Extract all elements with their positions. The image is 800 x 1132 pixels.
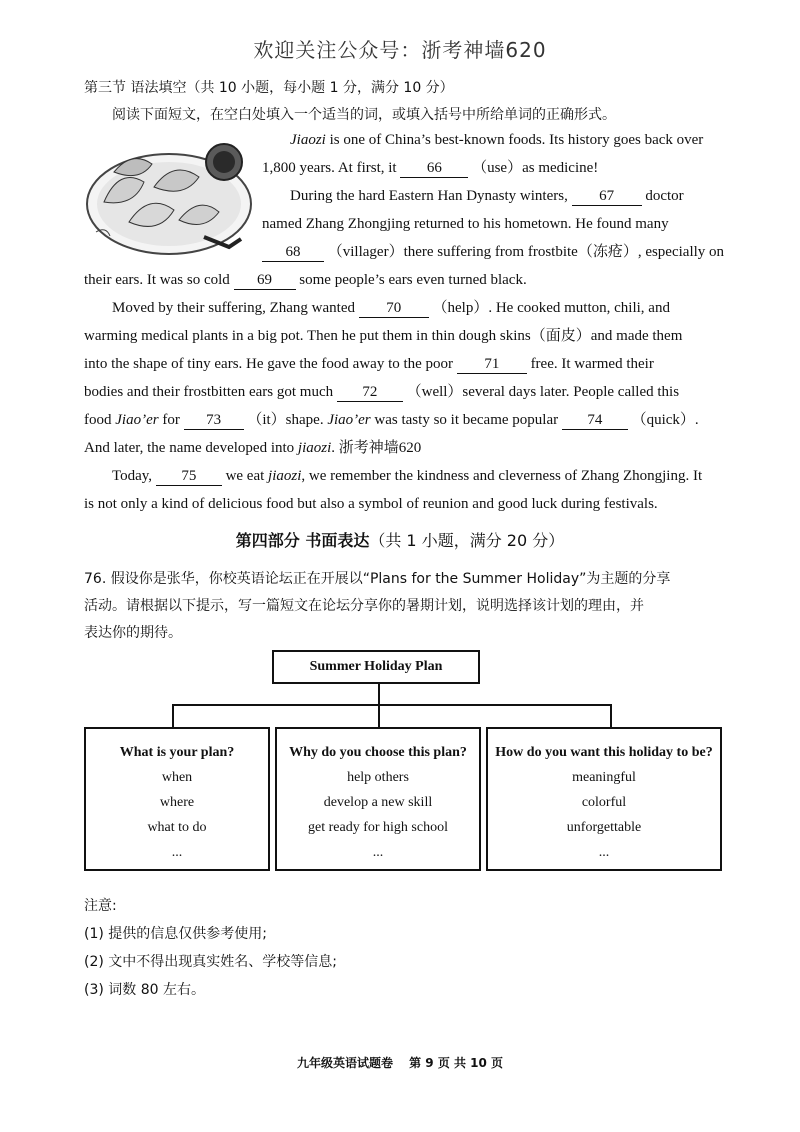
plan-box-item: when bbox=[161, 770, 193, 785]
watermark: 欢迎关注公众号：浙考神墙620 bbox=[253, 38, 547, 62]
plan-diagram bbox=[0, 648, 800, 878]
passage-line-3: During the hard Eastern Han Dynasty winters, 67 doctor bbox=[290, 188, 684, 204]
blank-70: 70 bbox=[359, 299, 429, 318]
diagram-top-box: Summer Holiday Plan bbox=[272, 650, 480, 684]
passage-line-9: into the shape of tiny ears. He gave the food away to the poor 71 free. It warmed their bbox=[84, 356, 654, 372]
blank-69: 69 bbox=[234, 271, 296, 290]
blank-73: 73 bbox=[184, 411, 244, 430]
passage-line-1: Jiaozi is one of China’s best-known foods. Its history goes back over bbox=[290, 132, 704, 148]
plan-box bbox=[84, 727, 270, 871]
note-2: (2) 文中不得出现真实姓名、学校等信息; bbox=[84, 954, 337, 970]
connector-left bbox=[172, 704, 174, 727]
page-footer: 九年级英语试题卷 第 9 页 共 10 页 bbox=[296, 1056, 504, 1070]
connector-vertical bbox=[378, 684, 380, 704]
expectation-box-item: meaningful bbox=[572, 770, 636, 785]
question-76-line-1: 76. 假设你是张华，你校英语论坛正在开展以“Plans for the Summer Holiday”为主题的分享 bbox=[84, 571, 671, 587]
plan-box-item: ... bbox=[171, 845, 183, 860]
plan-box-item: where bbox=[159, 795, 195, 810]
expectation-box-item: unforgettable bbox=[566, 820, 642, 835]
passage-line-14: is not only a kind of delicious food but also a symbol of reunion and good luck during festivals. bbox=[84, 496, 658, 512]
reason-box-item: develop a new skill bbox=[323, 795, 433, 810]
passage-line-11: food Jiao’er for 73 （it）shape. Jiao’er was tasty so it became popular 74 （quick）. bbox=[84, 412, 699, 428]
note-1: (1) 提供的信息仅供参考使用; bbox=[84, 926, 267, 942]
connector-horizontal bbox=[172, 704, 612, 706]
connector-middle bbox=[378, 704, 380, 727]
passage-line-2: 1,800 years. At first, it 66 （use）as medicine! bbox=[262, 160, 599, 176]
passage-line-5: 68 （villager）there suffering from frostbite（冻疮）, especially on bbox=[262, 238, 724, 266]
section3-title: 第三节 语法填空（共 10 小题，每小题 1 分，满分 10 分） bbox=[84, 80, 454, 96]
part4-title: 第四部分 书面表达（共 1 小题，满分 20 分） bbox=[235, 531, 565, 550]
blank-67: 67 bbox=[572, 187, 642, 206]
question-76-line-2: 活动。请根据以下提示，写一篇短文在论坛分享你的暑期计划，说明选择该计划的理由，并 bbox=[84, 598, 644, 614]
connector-right bbox=[610, 704, 612, 727]
expectation-box-item: ... bbox=[598, 845, 610, 860]
note-3: (3) 词数 80 左右。 bbox=[84, 982, 205, 998]
plan-box-item: what to do bbox=[147, 820, 207, 835]
blank-74: 74 bbox=[562, 411, 628, 430]
passage-line-7: Moved by their suffering, Zhang wanted 70 （help）. He cooked mutton, chili, and bbox=[112, 300, 670, 316]
passage-line-8: warming medical plants in a big pot. Then he put them in thin dough skins（面皮）and made them bbox=[84, 328, 683, 344]
expectation-box-item: colorful bbox=[581, 795, 627, 810]
notes-title: 注意: bbox=[84, 898, 117, 914]
blank-72: 72 bbox=[337, 383, 403, 402]
reason-box-item: ... bbox=[372, 845, 384, 860]
passage-line-6: their ears. It was so cold 69 some people’s ears even turned black. bbox=[84, 272, 527, 288]
expectation-box bbox=[486, 727, 722, 871]
reason-box-item: get ready for high school bbox=[308, 820, 448, 835]
blank-71: 71 bbox=[457, 355, 527, 374]
reason-box bbox=[275, 727, 481, 871]
blank-68: 68 bbox=[262, 243, 324, 262]
reason-box-item: help others bbox=[347, 770, 409, 785]
passage-line-10: bodies and their frostbitten ears got much 72 （well）several days later. People called this bbox=[84, 384, 680, 400]
passage-line-13: Today, 75 we eat jiaozi, we remember the kindness and cleverness of Zhang Zhongjing. It bbox=[112, 468, 703, 484]
plan-box-heading: What is your plan? bbox=[119, 745, 235, 760]
blank-75: 75 bbox=[156, 467, 222, 486]
question-76-line-3: 表达你的期待。 bbox=[84, 625, 182, 641]
section3-instruction: 阅读下面短文，在空白处填入一个适当的词，或填入括号中所给单词的正确形式。 bbox=[112, 107, 616, 123]
passage-line-12: And later, the name developed into jiaozi. 浙考神墙620 bbox=[84, 440, 422, 456]
passage-line-4: named Zhang Zhongjing returned to his hometown. He found many bbox=[262, 216, 669, 232]
reason-box-heading: Why do you choose this plan? bbox=[289, 745, 467, 760]
expectation-box-heading: How do you want this holiday to be? bbox=[495, 745, 713, 760]
dumplings-image bbox=[84, 132, 254, 262]
blank-66: 66 bbox=[400, 159, 468, 178]
